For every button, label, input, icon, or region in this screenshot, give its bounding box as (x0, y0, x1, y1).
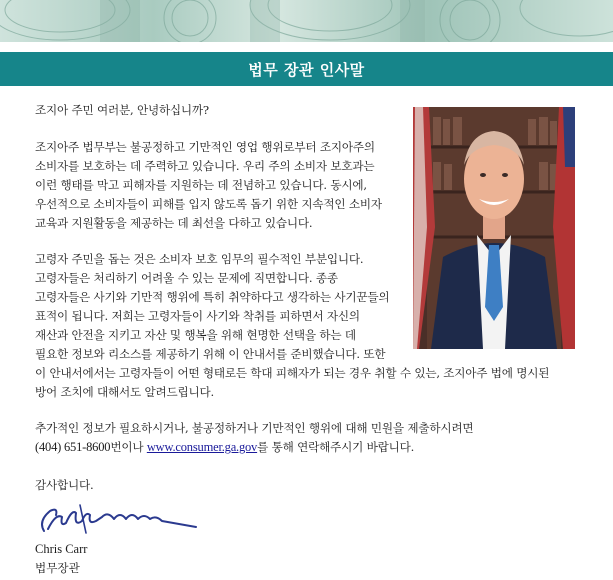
signature-image (36, 503, 206, 541)
paragraph-2-line: 표적이 됩니다. 저희는 고령자들이 사기와 착취를 피하면서 자신의 (35, 309, 360, 323)
website-suffix: 를 통해 연락해주시기 바랍니다. (257, 440, 415, 454)
paragraph-2-line: 고령자 주민을 돕는 것은 소비자 보호 임무의 필수적인 부분입니다. (35, 252, 364, 266)
paragraph-2-line: 이 안내서에서는 고령자들이 어떤 형태로든 학대 피해자가 되는 경우 취할 수 있는, 조지아주 법에 명시된 (35, 366, 550, 380)
paragraph-2-line: 방어 조치에 대해서도 알려드립니다. (35, 385, 214, 399)
signer-title: 법무장관 (35, 561, 80, 575)
closing: 감사합니다. (35, 478, 94, 492)
paragraph-1-line: 이런 행태를 막고 피해자를 지원하는 데 전념하고 있습니다. 동시에, (35, 178, 367, 192)
contact-line-2 (35, 438, 414, 457)
decorative-banner (0, 0, 613, 42)
paragraph-1-line: 우선적으로 소비자들이 피해를 입지 않도록 돕기 위한 지속적인 소비자 (35, 197, 382, 211)
signer-name: Chris Carr (35, 542, 88, 556)
paragraph-1-line: 조지아주 법무부는 불공정하고 기만적인 영업 행위로부터 조지아주의 (35, 140, 375, 154)
greeting: 조지아 주민 여러분, 안녕하십니까? (35, 103, 209, 117)
paragraph-1-line: 교육과 지원활동을 제공하는 데 최선을 다하고 있습니다. (35, 216, 313, 230)
attorney-general-photo (413, 107, 575, 349)
paragraph-2-line: 재산과 안전을 지키고 자산 및 행복을 위해 현명한 선택을 하는 데 (35, 328, 356, 342)
page-title: 법무 장관 인사말 (248, 60, 365, 79)
paragraph-1-line: 소비자를 보호하는 데 주력하고 있습니다. 우리 주의 소비자 보호과는 (35, 159, 375, 173)
paragraph-2-line: 고령자들은 처리하기 어려울 수 있는 문제에 직면합니다. 종종 (35, 271, 338, 285)
page-title-bar (0, 52, 613, 86)
paragraph-2-line: 고령자들은 사기와 기만적 행위에 특히 취약하다고 생각하는 사기꾼들의 (35, 290, 390, 304)
phone-suffix: 번이나 (110, 440, 147, 454)
contact-line-1: 추가적인 정보가 필요하시거나, 불공정하거나 기만적인 행위에 대해 민원을 제출하시려면 (35, 421, 474, 435)
paragraph-2-line: 필요한 정보와 리소스를 제공하기 위해 이 안내서를 준비했습니다. 또한 (35, 347, 386, 361)
website-link[interactable]: www.consumer.ga.gov (146, 440, 258, 454)
phone-number: (404) 651-8600 (35, 440, 111, 454)
